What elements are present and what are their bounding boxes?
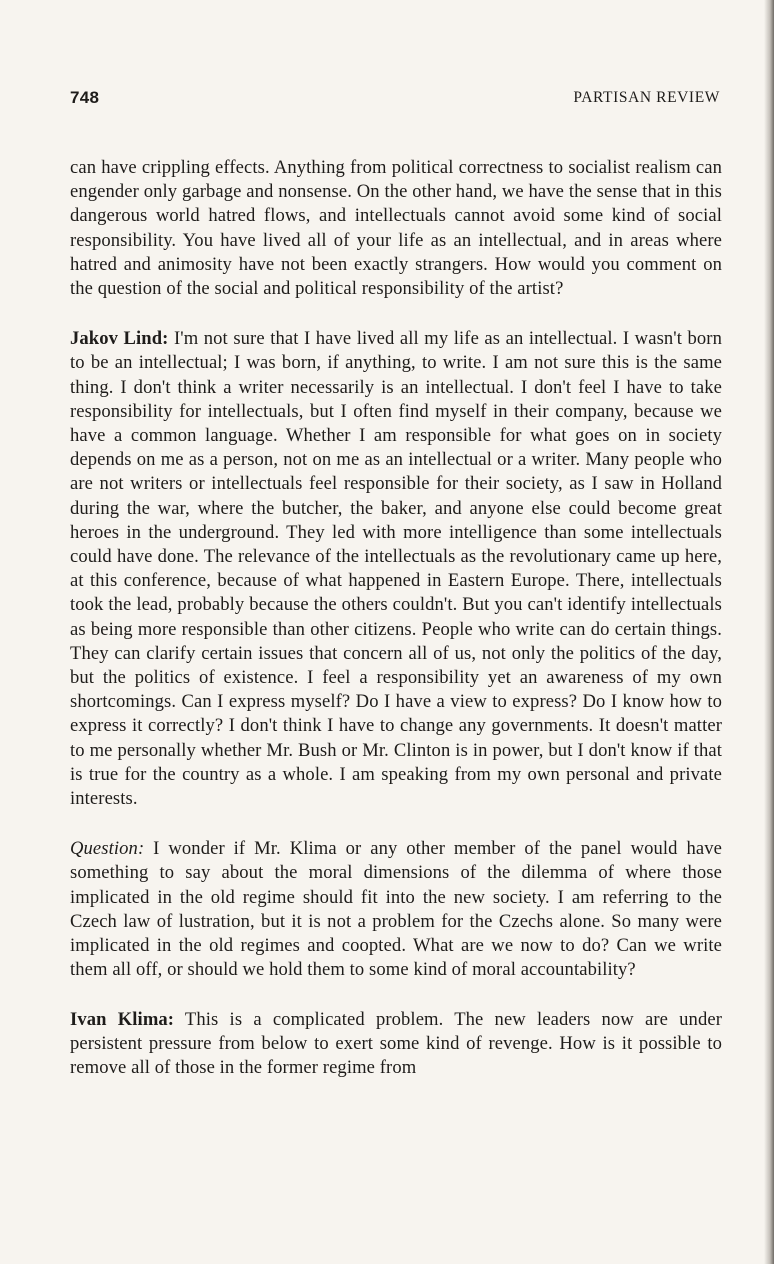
page-edge-shadow — [764, 0, 774, 1264]
paragraph-3 — [70, 837, 722, 982]
speaker-name: Ivan Klima: — [70, 1008, 175, 1030]
question-label: Question: — [70, 838, 145, 860]
body-text — [70, 156, 722, 1107]
running-head — [70, 88, 720, 112]
paragraph-text: This is a complicated problem. The new leaders now are under persistent pressure from below to exert some kind of revenge. How is it possible to remove all of those in the former regime from — [70, 1008, 722, 1078]
paragraph-text: can have crippling effects. Anything from political correctness to socialist realism can engender only garbage and nonsense. On the other hand, we have the sense that in this dangerous world hatred flows, and intellectuals cannot avoid some kind of social responsibility. You have lived all of your life as an intellectual, and in areas where hatred and animosity have not been exactly strangers. How would you comment on the question of the social and political responsibility of the artist? — [70, 157, 722, 300]
paragraph-text: I'm not sure that I have lived all my life as an intellectual. I wasn't born to be an intellectual; I was born, if anything, to write. I am not sure this is the same thing. I don't think a writer necessarily is an intellectual. I don't feel I have to take responsibility for intellectuals, but I often find myself in their company, because we have a common language. Whether I am responsible for what goes on in society depends on me as a person, not on me as an intellectual or a writer. Many people who are not writers or intellectuals feel responsible for their society, as I saw in Holland during the war, where the butcher, the baker, and anyone else could become great heroes in the underground. They led with more intelligence than some intellectuals could have done. The relevance of the intellectuals as the revolutionary came up here, at this conference, because of what happened in Eastern Europe. There, intellectuals took the lead, probably because the others couldn't. But you can't identify intellectuals as being more responsible than other citizens. People who write can do certain things. They can clarify certain issues that concern all of us, not only the politics of the day, but the politics of existence. I feel a responsibility yet an awareness of my own shortcomings. Can I express myself? Do I have a view to express? Do I know how to express it correctly? I don't think I have to change any governments. It doesn't matter to me personally whether Mr. Bush or Mr. Clinton is in power, but I don't know if that is true for the country as a whole. I am speaking from my own personal and private interests. — [70, 328, 722, 810]
paragraph-4 — [70, 1008, 722, 1081]
paragraph-2 — [70, 327, 722, 811]
paragraph-text: I wonder if Mr. Klima or any other member of the panel would have something to say about the moral dimensions of the dilemma of where those implicated in the old regime should fit into the new society. I am referring to the Czech law of lustration, but it is not a problem for the Czechs alone. So many were implicated in the old regimes and coopted. What are we now to do? Can we write them all off, or should we hold them to some kind of moral accountability? — [70, 838, 722, 981]
page-number: 748 — [70, 88, 100, 107]
speaker-name: Jakov Lind: — [70, 328, 169, 350]
journal-title: PARTISAN REVIEW — [573, 89, 720, 106]
paragraph-1 — [70, 156, 722, 301]
